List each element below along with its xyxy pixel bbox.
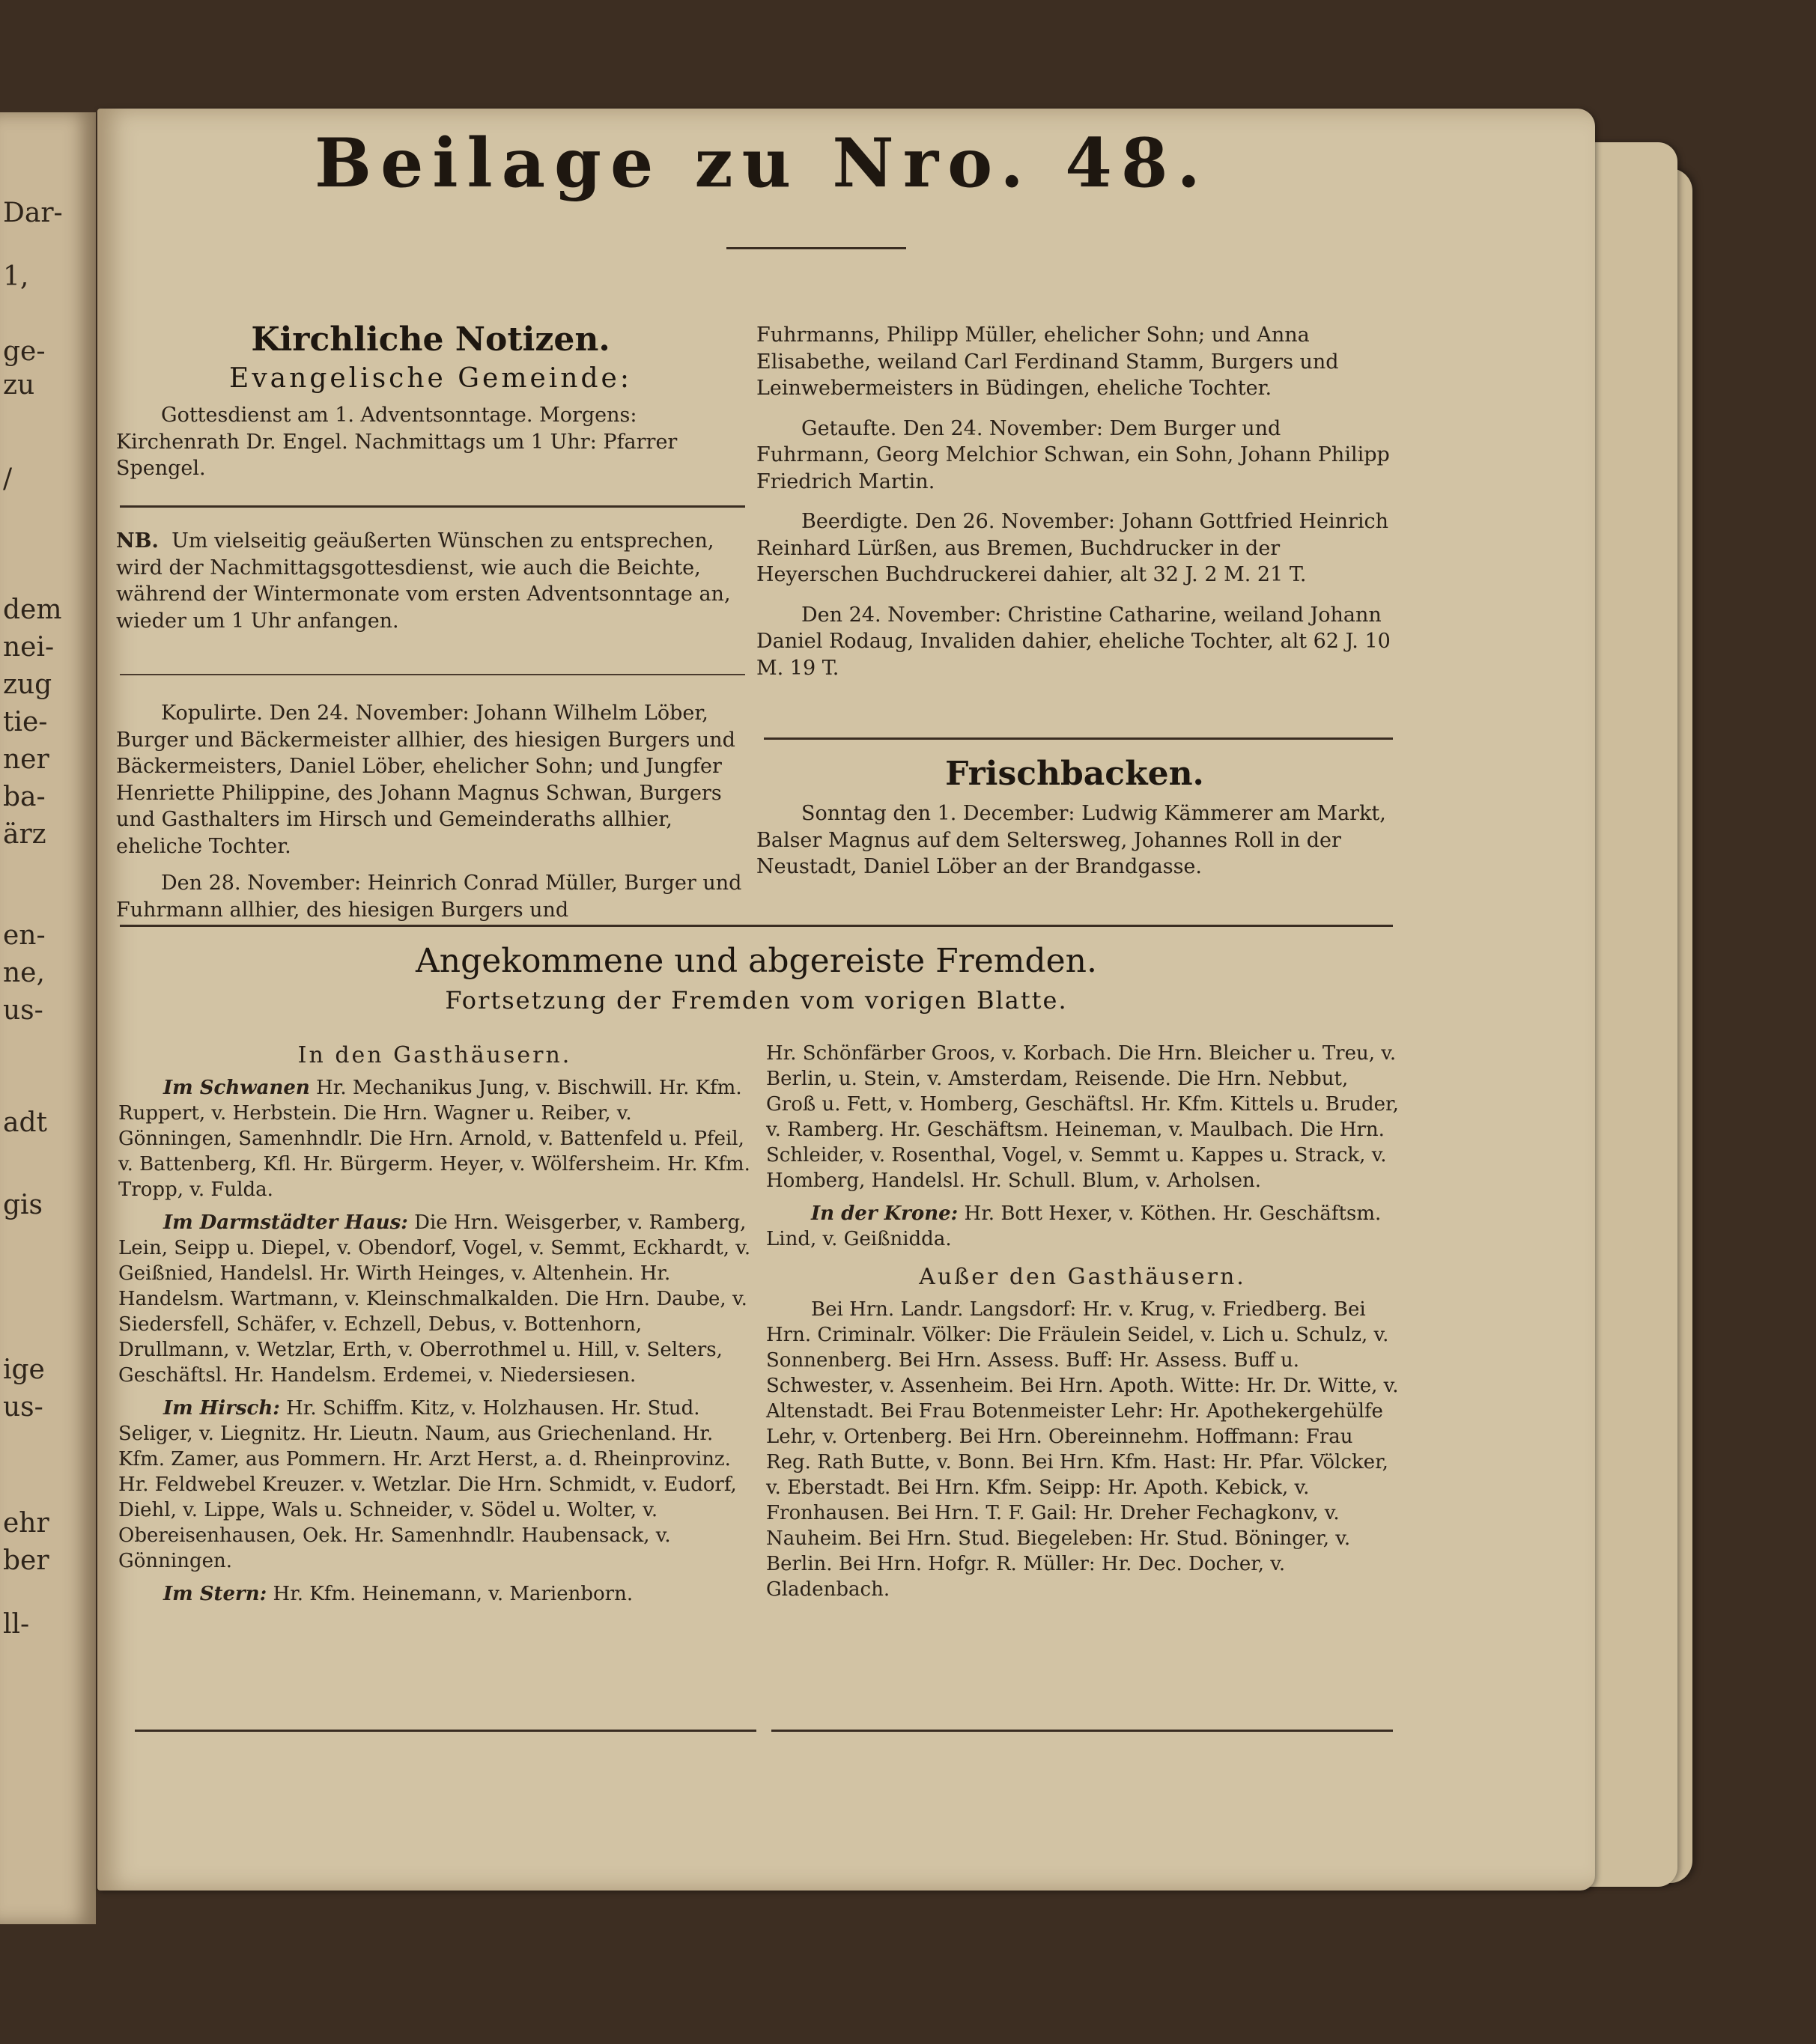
- left-margin-word: tie-: [3, 707, 48, 737]
- fremden-subtitle: Fortsetzung der Fremden vom vorigen Blatte.: [445, 986, 1068, 1015]
- ausser-gasthaeusern-text: Bei Hrn. Landr. Langsdorf: Hr. v. Krug, v. Friedberg. Bei Hrn. Criminalr. Völker: Die Fräulein Seidel, v. Lich u. Schulz, v. Sonnenberg. Bei Hrn. Assess. Buff: Hr. Assess. Buff u. Schwester, v. Assenheim. Bei Hrn. Apoth. Witte: Hr. Dr. Witte, v. Altenstadt. Bei Frau Botenmeister Lehr: Hr. Apothekergehülfe Lehr, v. Ortenberg. Bei Hrn. Obereinnehm. Hoffmann: Frau Reg. Rath Butte, v. Bonn. Bei Hrn. Kfm. Hast: Hr. Pfar. Völcker, v. Eberstadt. Bei Hrn. Kfm. Seipp: Hr. Apoth. Kebick, v. Fronhausen. Bei Hrn. T. F. Gail: Hr. Dreher Fechagkonv, v. Nauheim. Bei Hrn. Stud. Biegeleben: Hr. Stud. Böninger, v. Berlin. Bei Hrn. Hofgr. R. Müller: Hr. Dec. Docher, v. Gladenbach.: [766, 1298, 1399, 1601]
- rule-bottom-right: [771, 1730, 1393, 1732]
- fremden-title: Angekommene und abgereiste Fremden.: [415, 942, 1098, 980]
- rule-bottom-left: [135, 1730, 756, 1732]
- rule-before-fremden: [120, 925, 1393, 927]
- left-margin-word: ne,: [3, 958, 45, 988]
- left-margin-word: us-: [3, 1392, 43, 1423]
- darmstaedter-text: Die Hrn. Weisgerber, v. Ramberg, Lein, Seipp u. Diepel, v. Obendorf, Vogel, v. Semmt, Eckhardt, v. Geißnied, Handelsl. Hr. Wirth Heinges, v. Altenhein. Hr. Handelsm. Wartmann, v. Kleinschmalkalden. Die Hrn. Daube, v. Siedersfell, Schäfer, v. Echzell, Debus, v. Bottenhorn, Drullmann, v. Wetzlar, Erth, v. Oberrothmel u. Hill, v. Selters, Geschäftsl. Hr. Handelsm. Erdemei, v. Niedersiesen.: [118, 1211, 751, 1387]
- fuhrmanns-text: Fuhrmanns, Philipp Müller, ehelicher Sohn; und Anna Elisabethe, weiland Carl Ferdinand Stamm, Burgers und Leinwebermeisters in Büdingen, eheliche Tochter.: [756, 323, 1339, 400]
- stern-text: Hr. Kfm. Heinemann, v. Marienborn.: [273, 1583, 634, 1605]
- rule-before-frischbacken: [764, 737, 1393, 740]
- burial-24-text: Den 24. November: Christine Catharine, weiland Johann Daniel Rodaug, Invaliden dahier, eheliche Tochter, alt 62 J. 10 M. 19 T.: [756, 603, 1391, 680]
- left-margin-word: ll-: [3, 1609, 30, 1640]
- left-margin-word: ärz: [3, 819, 46, 850]
- left-margin-word: en-: [3, 920, 46, 951]
- frischbacken-title: Frischbacken.: [945, 755, 1204, 793]
- headline-rule: [726, 247, 906, 249]
- left-margin-word: zu: [3, 370, 35, 401]
- left-margin-word: ge-: [3, 336, 46, 367]
- schwanen-label: Im Schwanen: [163, 1077, 310, 1099]
- frischbacken-text: Sonntag den 1. December: Ludwig Kämmerer am Markt, Balser Magnus auf dem Seltersweg, Johannes Roll in der Neustadt, Daniel Löber an der Brandgasse.: [756, 802, 1386, 878]
- left-margin-words: [0, 112, 90, 1924]
- left-margin-word: zug: [3, 669, 52, 700]
- rule-after-service: [120, 505, 745, 508]
- hirsch-text: Hr. Schiffm. Kitz, v. Holzhausen. Hr. Stud. Seliger, v. Liegnitz. Hr. Lieutn. Naum, aus Griechenland. Hr. Kfm. Zamer, aus Pommern. Hr. Arzt Herst, a. d. Rheinprovinz. Hr. Feldwebel Kreuzer. v. Wetzlar. Die Hrn. Schmidt, v. Eudorf, Diehl, v. Lippe, Wals u. Schneider, v. Södel u. Wolter, v. Obereisenhausen, Oek. Hr. Samenhndlr. Haubensack, v. Gönningen.: [118, 1397, 737, 1572]
- page-headline: Beilage zu Nro. 48.: [315, 124, 1209, 203]
- rule-after-nb: [120, 674, 745, 675]
- left-margin-word: /: [3, 463, 13, 494]
- marriages-text: Kopulirte. Den 24. November: Johann Wilhelm Löber, Burger und Bäckermeister allhier, des hiesigen Burgers und Bäckermeisters, Daniel Löber, ehelicher Sohn; und Jungfer Henriette Philippine, des Johann Magnus Schwan, Burgers und Gasthalters im Hirsch und Gemeinderaths allhier, eheliche Tochter.: [116, 702, 735, 858]
- hirsch-label: Im Hirsch:: [163, 1397, 280, 1420]
- left-margin-word: adt: [3, 1107, 47, 1138]
- ausser-gasthaeusern-title: Außer den Gasthäusern.: [919, 1264, 1246, 1290]
- left-margin-word: ber: [3, 1545, 49, 1576]
- congregation-title: Evangelische Gemeinde:: [229, 363, 632, 394]
- left-page-fragment: [0, 112, 96, 1924]
- left-margin-word: ba-: [3, 782, 46, 812]
- fremden-column-left: [118, 1041, 751, 1607]
- column-right-church: [756, 322, 1393, 681]
- krone-label: In der Krone:: [811, 1202, 959, 1225]
- in-gasthaeusern-title: In den Gasthäusern.: [297, 1042, 572, 1068]
- left-margin-word: Dar-: [3, 198, 63, 228]
- marriages-block: [116, 700, 745, 923]
- nb-label: NB.: [116, 529, 159, 553]
- left-margin-word: nei-: [3, 632, 55, 663]
- newspaper-page: [97, 109, 1595, 1891]
- schwanen-text: Hr. Mechanikus Jung, v. Bischwill. Hr. Kfm. Ruppert, v. Herbstein. Die Hrn. Wagner u. Reiber, v. Gönningen, Samenhndlr. Die Hrn. Arnold, v. Battenfeld u. Pfeil, v. Battenberg, Kfl. Hr. Bürgerm. Heyer, v. Wölfersheim. Hr. Kfm. Tropp, v. Fulda.: [118, 1077, 750, 1201]
- marriage-28-text: Den 28. November: Heinrich Conrad Müller, Burger und Fuhrmann allhier, des hiesigen Burgers und: [116, 872, 742, 922]
- church-notices-title: Kirchliche Notizen.: [251, 320, 610, 359]
- left-margin-word: ige: [3, 1354, 45, 1385]
- darmstaedter-label: Im Darmstädter Haus:: [163, 1211, 408, 1234]
- left-margin-word: gis: [3, 1190, 43, 1220]
- left-margin-word: dem: [3, 594, 62, 625]
- fremden-col2-top: Hr. Schönfärber Groos, v. Korbach. Die Hrn. Bleicher u. Treu, v. Berlin, u. Stein, v. Amsterdam, Reisende. Die Hrn. Nebbut, Groß u. Fett, v. Homberg, Geschäftsl. Hr. Kfm. Kittels u. Bruder, v. Ramberg. Hr. Geschäftsm. Heineman, v. Maulbach. Die Hrn. Schleider, v. Rosenthal, Vogel, v. Semmt u. Kappes u. Strack, v. Homberg, Handelsl. Hr. Schull. Blum, v. Arholsen.: [766, 1042, 1399, 1192]
- nb-text: Um vielseitig geäußerten Wünschen zu entsprechen, wird der Nachmittagsgottesdienst, wie auch die Beichte, während der Wintermonate vom ersten Adventsonntage an, wieder um 1 Uhr anfangen.: [116, 529, 731, 633]
- service-notice: Gottesdienst am 1. Adventsonntage. Morgens: Kirchenrath Dr. Engel. Nachmittags um 1 Uhr: Pfarrer Spengel.: [116, 404, 678, 480]
- fremden-column-right: [766, 1041, 1399, 1602]
- left-margin-word: us-: [3, 995, 43, 1026]
- burials-text: Beerdigte. Den 26. November: Johann Gottfried Heinrich Reinhard Lürßen, aus Bremen, Buchdrucker in der Heyerschen Buchdruckerei dahier, alt 32 J. 2 M. 21 T.: [756, 510, 1389, 586]
- krone-text: Hr. Bott Hexer, v. Köthen. Hr. Geschäftsm. Lind, v. Geißnidda.: [766, 1202, 1382, 1250]
- nb-block: [116, 528, 745, 634]
- stern-label: Im Stern:: [163, 1583, 267, 1605]
- baptisms-text: Getaufte. Den 24. November: Dem Burger und Fuhrmann, Georg Melchior Schwan, ein Sohn, Johann Philipp Friedrich Martin.: [756, 416, 1390, 493]
- fremden-header: [120, 940, 1393, 1018]
- left-margin-word: ner: [3, 744, 49, 775]
- left-margin-word: ehr: [3, 1508, 49, 1539]
- frischbacken-block: [756, 752, 1393, 880]
- column-left-church: [116, 318, 745, 482]
- left-margin-word: 1,: [3, 261, 29, 292]
